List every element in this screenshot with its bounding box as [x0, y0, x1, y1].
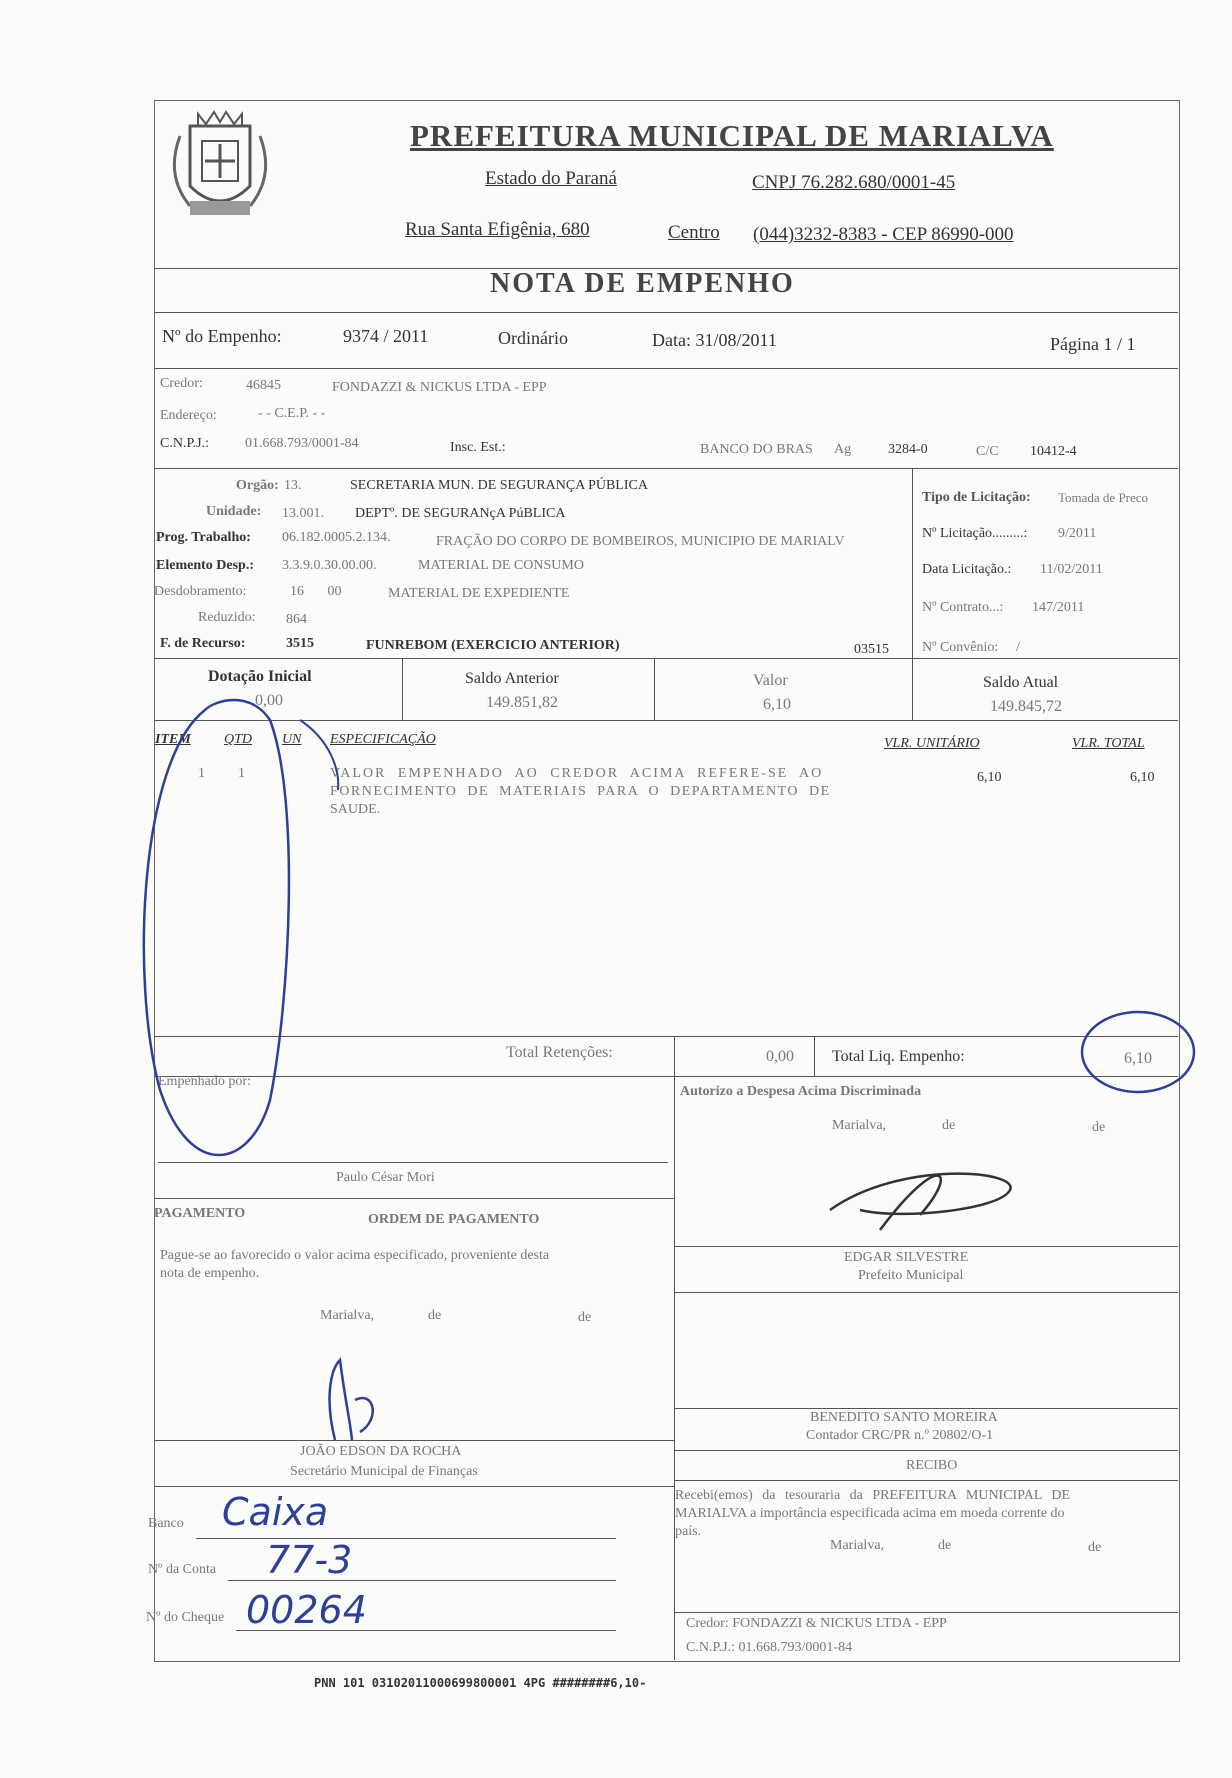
secretario-nome: JOÃO EDSON DA ROCHA — [300, 1444, 462, 1459]
dotacao-label: Dotação Inicial — [208, 668, 312, 685]
item-spec-line3: SAUDE. — [330, 802, 381, 817]
col-un: UN — [282, 732, 302, 747]
col-qtd: QTD — [224, 732, 253, 747]
recibo-de2: de — [1088, 1540, 1102, 1555]
autorizo-text: Autorizo a Despesa Acima Discriminada — [680, 1084, 922, 1099]
address-street: Rua Santa Efigênia, 680 — [405, 219, 590, 240]
convenio-label: Nº Convênio: — [922, 640, 999, 655]
recurso-label: F. de Recurso: — [160, 636, 246, 651]
unidade-value: 13.001. — [282, 506, 324, 521]
conta-label: Nº da Conta — [148, 1562, 217, 1577]
banco-value: Caixa — [222, 1490, 329, 1534]
ag-label: Ag — [834, 442, 852, 457]
prefeito-cargo: Prefeito Municipal — [858, 1268, 964, 1283]
cnpj-label: C.N.P.J.: — [160, 436, 210, 451]
retencoes-value: 0,00 — [766, 1048, 794, 1065]
col-item: ITEM — [155, 732, 191, 747]
col-spec: ESPECIFICAÇÃO — [330, 732, 436, 747]
pague-text-1: Pague-se ao favorecido o valor acima especificado, proveniente desta — [160, 1248, 550, 1263]
saldo-anterior-label: Saldo Anterior — [465, 670, 559, 687]
cnpj-header: CNPJ 76.282.680/0001-45 — [752, 172, 956, 193]
recibo-credor: Credor: FONDAZZI & NICKUS LTDA - EPP — [686, 1616, 947, 1631]
recibo-text-2: MARIALVA a importância especificada acima em moeda corrente do — [675, 1506, 1065, 1521]
autorizo-de1: de — [942, 1118, 956, 1133]
ordem-pagamento-label: ORDEM DE PAGAMENTO — [368, 1212, 540, 1227]
unidade-label: Unidade: — [206, 504, 262, 519]
saldo-atual-label: Saldo Atual — [983, 674, 1059, 691]
cc-label: C/C — [976, 444, 999, 459]
unidade-text: DEPTº. DE SEGURANçA PúBLICA — [355, 506, 566, 521]
prefeito-nome: EDGAR SILVESTRE — [844, 1250, 969, 1265]
desdobramento-label: Desdobramento: — [154, 584, 247, 599]
saldo-anterior-value: 149.851,82 — [486, 694, 558, 711]
orgao-text: SECRETARIA MUN. DE SEGURANÇA PÚBLICA — [350, 478, 648, 493]
liquido-label: Total Liq. Empenho: — [832, 1048, 965, 1065]
recurso-text: FUNREBOM (EXERCICIO ANTERIOR) — [366, 638, 620, 653]
contrato-value: 147/2011 — [1032, 600, 1085, 615]
desdobramento-value: 16 00 — [290, 584, 342, 599]
empenho-date: Data: 31/08/2011 — [652, 330, 777, 350]
contrato-label: Nº Contrato...: — [922, 600, 1004, 615]
prog-text: FRAÇÃO DO CORPO DE BOMBEIROS, MUNICIPIO DE MARIALV — [436, 534, 845, 549]
empenho-label: Nº do Empenho: — [162, 326, 282, 346]
recibo-cidade: Marialva, — [830, 1538, 885, 1553]
secretario-cargo: Secretário Municipal de Finanças — [290, 1464, 478, 1479]
item-spec-line2: FORNECIMENTO DE MATERIAIS PARA O DEPARTAMENTO DE — [330, 784, 831, 799]
recibo-label: RECIBO — [906, 1458, 958, 1473]
cc-value: 10412-4 — [1030, 444, 1077, 459]
phone-cep: (044)3232-8383 - CEP 86990-000 — [753, 224, 1014, 245]
licitacao-data-value: 11/02/2011 — [1040, 562, 1103, 577]
ag-value: 3284-0 — [888, 442, 928, 457]
state-label: Estado do Paraná — [485, 168, 617, 189]
item-qtd: 1 — [238, 766, 245, 781]
tipo-licitacao-label: Tipo de Licitação: — [922, 490, 1031, 505]
prog-label: Prog. Trabalho: — [156, 530, 251, 545]
orgao-value: 13. — [284, 478, 302, 493]
col-total: VLR. TOTAL — [1072, 736, 1145, 751]
recurso-code: 03515 — [854, 642, 889, 657]
reduzido-label: Reduzido: — [198, 610, 256, 625]
cnpj-value: 01.668.793/0001-84 — [245, 436, 359, 451]
autorizo-de2: de — [1092, 1120, 1106, 1135]
credor-name: FONDAZZI & NICKUS LTDA - EPP — [332, 380, 547, 395]
doc-title: NOTA DE EMPENHO — [490, 268, 795, 299]
municipality-title: PREFEITURA MUNICIPAL DE MARIALVA — [410, 118, 1054, 153]
page-number: Página 1 / 1 — [1050, 334, 1136, 354]
pagamento-de2: de — [578, 1310, 592, 1325]
saldo-atual-value: 149.845,72 — [990, 698, 1062, 715]
recibo-text-3: país. — [675, 1524, 702, 1539]
reduzido-value: 864 — [286, 612, 307, 627]
insc-label: Insc. Est.: — [450, 440, 506, 455]
recibo-text-1: Recebi(emos) da tesouraria da PREFEITURA MUNICIPAL DE — [675, 1488, 1071, 1503]
cheque-value: 00264 — [246, 1588, 367, 1632]
autorizo-cidade: Marialva, — [832, 1118, 887, 1133]
recibo-de1: de — [938, 1538, 952, 1553]
liquido-value: 6,10 — [1124, 1050, 1152, 1067]
barcode-line: PNN 101 03102011000699800001 4PG ########6,10- — [314, 1676, 647, 1690]
item-unit-value: 6,10 — [977, 770, 1002, 785]
licitacao-numero-label: Nº Licitação.........: — [922, 526, 1028, 541]
endereco-value: - - C.E.P. - - — [258, 406, 326, 421]
item-total-value: 6,10 — [1130, 770, 1155, 785]
crest-icon — [160, 106, 280, 241]
item-spec-line1: VALOR EMPENHADO AO CREDOR ACIMA REFERE-SE AO — [330, 766, 824, 781]
licitacao-numero-value: 9/2011 — [1058, 526, 1097, 541]
valor-label: Valor — [753, 672, 788, 689]
conta-value: 77-3 — [266, 1538, 353, 1582]
endereco-label: Endereço: — [160, 408, 217, 423]
convenio-value: / — [1016, 640, 1020, 655]
col-unit: VLR. UNITÁRIO — [884, 736, 980, 751]
empenho-number: 9374 / 2011 — [343, 326, 429, 346]
valor-value: 6,10 — [763, 696, 791, 713]
tipo-licitacao-value: Tomada de Preco — [1058, 490, 1149, 505]
prog-value: 06.182.0005.2.134. — [282, 530, 391, 545]
pagamento-cidade: Marialva, — [320, 1308, 375, 1323]
pagamento-de1: de — [428, 1308, 442, 1323]
contador-cargo: Contador CRC/PR n.º 20802/O-1 — [806, 1428, 994, 1443]
bank-name: BANCO DO BRAS — [700, 442, 813, 457]
pague-text-2: nota de empenho. — [160, 1266, 260, 1281]
address-district: Centro — [668, 222, 720, 243]
empenhado-nome: Paulo César Mori — [336, 1170, 435, 1185]
elemento-text: MATERIAL DE CONSUMO — [418, 558, 584, 573]
banco-label: Banco — [148, 1516, 184, 1531]
empenhado-por-label: Empenhado por: — [158, 1074, 251, 1089]
orgao-label: Orgão: — [236, 478, 279, 493]
empenho-type: Ordinário — [498, 328, 568, 348]
recurso-value: 3515 — [286, 636, 314, 651]
desdobramento-text: MATERIAL DE EXPEDIENTE — [388, 586, 570, 601]
recibo-cnpj: C.N.P.J.: 01.668.793/0001-84 — [686, 1640, 853, 1655]
licitacao-data-label: Data Licitação.: — [922, 562, 1012, 577]
item-number: 1 — [198, 766, 205, 781]
contador-nome: BENEDITO SANTO MOREIRA — [810, 1410, 998, 1425]
elemento-label: Elemento Desp.: — [156, 558, 254, 573]
retencoes-label: Total Retenções: — [506, 1044, 613, 1061]
elemento-value: 3.3.9.0.30.00.00. — [282, 558, 377, 573]
cheque-label: Nº do Cheque — [146, 1610, 225, 1625]
pagamento-label: PAGAMENTO — [154, 1206, 246, 1221]
credor-code: 46845 — [246, 378, 281, 393]
credor-label: Credor: — [160, 376, 203, 391]
dotacao-value: 0,00 — [255, 692, 283, 709]
